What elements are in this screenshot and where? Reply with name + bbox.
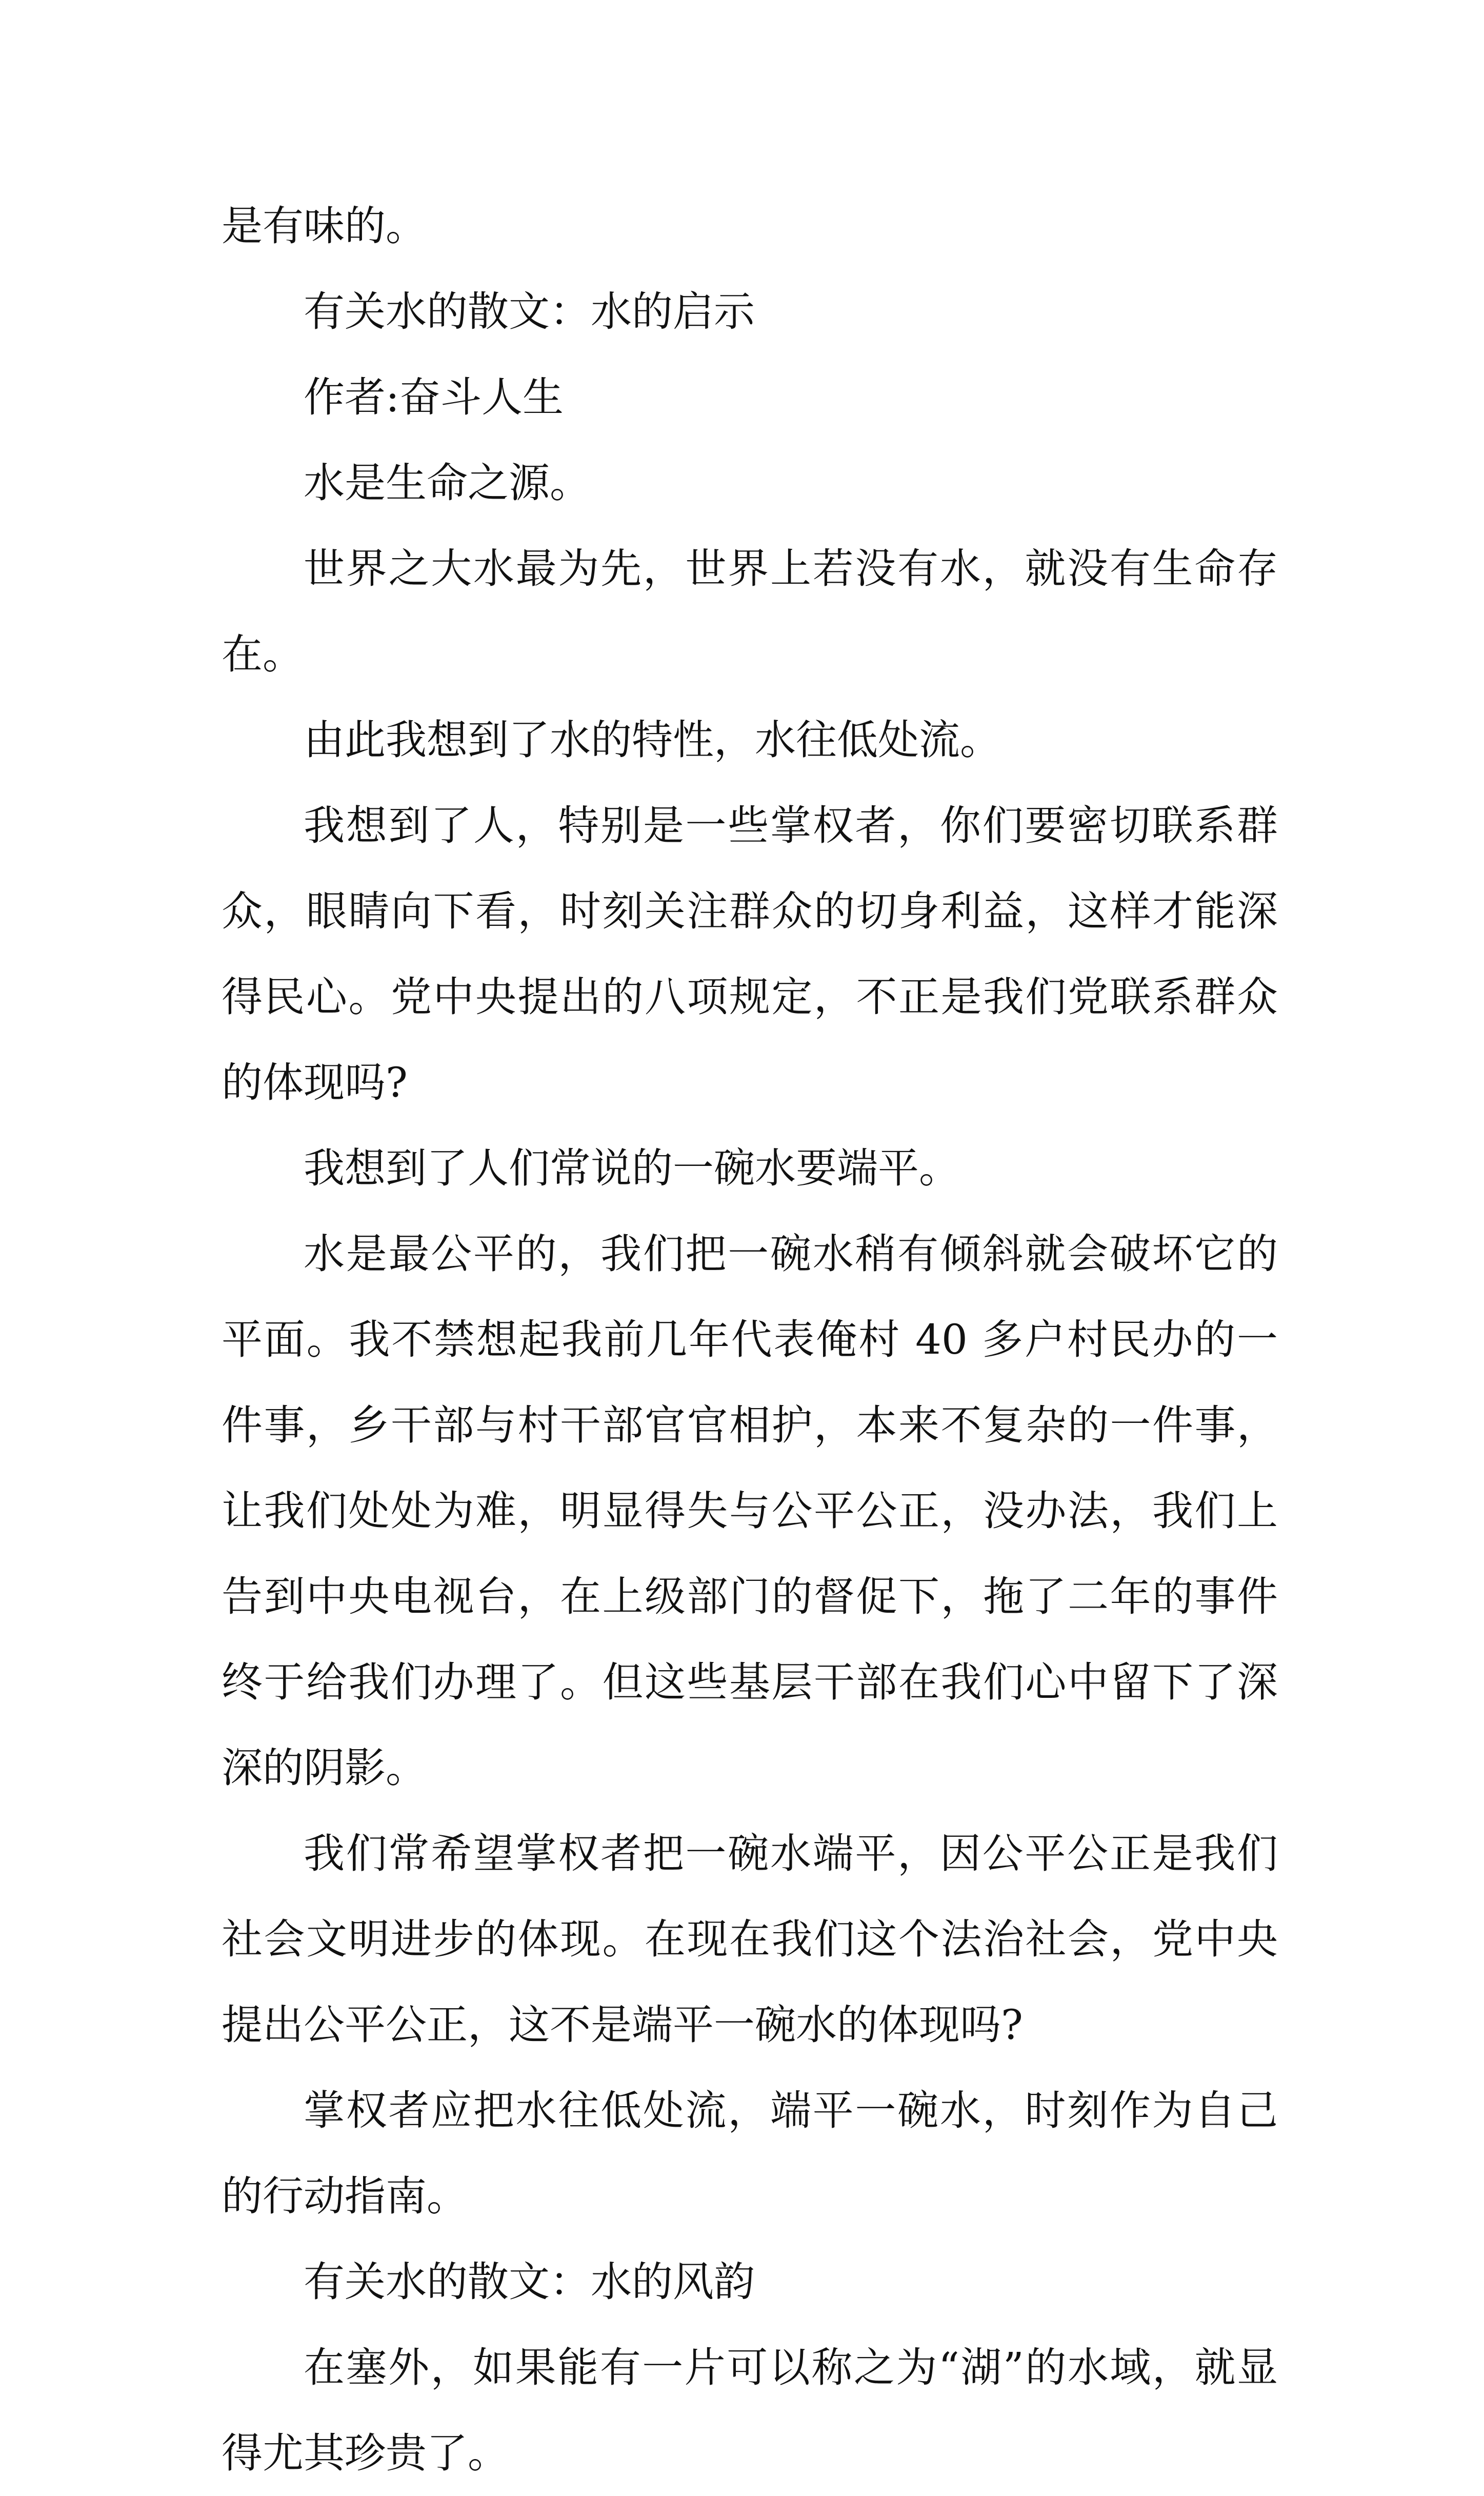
paragraph: 我想到了人，特别是一些掌权者，你们要密切联系群众，眼睛向下看，时刻关注群众的切身利益，这样才能深得民心。党中央提出的八项规定，不正是我们党联系群众的体现吗? xyxy=(222,802,1278,1106)
paragraph: 水是最公平的，我们把一碗水稍有倾斜就会破坏它的平面。我不禁想起我前几年代表俺村 40 多户村民办的一件事，乡干部与村干部官官相护，本来不复杂的一件事，让我们处处为难，明显得失与公平公正，没办法，我们上告到中央电视台，在上级部门的督促下，拖了二年的事件终于给我们办理了。但这些基层干部在我们心中留下了深深的阴影。 xyxy=(222,1230,1278,1792)
paragraph: 我想到了人们常说的一碗水要端平。 xyxy=(304,1144,960,1192)
section-title: 有关水的散文：水的启示 xyxy=(304,288,755,335)
author-line: 作者:奋斗人生 xyxy=(304,373,564,421)
paragraph: 世界之大水最为先，世界上若没有水，就没有生命存在。 xyxy=(222,545,1278,678)
section-title: 有关水的散文：水的风韵 xyxy=(304,2258,755,2306)
paragraph: 是有味的。 xyxy=(222,202,427,250)
paragraph: 在塞外，如果能有一片可以称之为“湖”的水域，就显得尤其珍贵了。 xyxy=(222,2344,1278,2477)
paragraph: 掌权者应把水往低处流，端平一碗水，时刻作为自己的行动指南。 xyxy=(222,2087,1278,2220)
paragraph: 水是生命之源。 xyxy=(304,459,591,507)
paragraph: 我们常希望掌权者把一碗水端平，因公平公正是我们社会文明进步的体现。在现在我们这个法治社会，党中央提出公平公正，这不是端平一碗水的体现吗? xyxy=(222,1830,1278,2049)
document-body xyxy=(222,183,1278,2496)
paragraph: 由此我想到了水的特性，水往低处流。 xyxy=(304,716,1001,764)
